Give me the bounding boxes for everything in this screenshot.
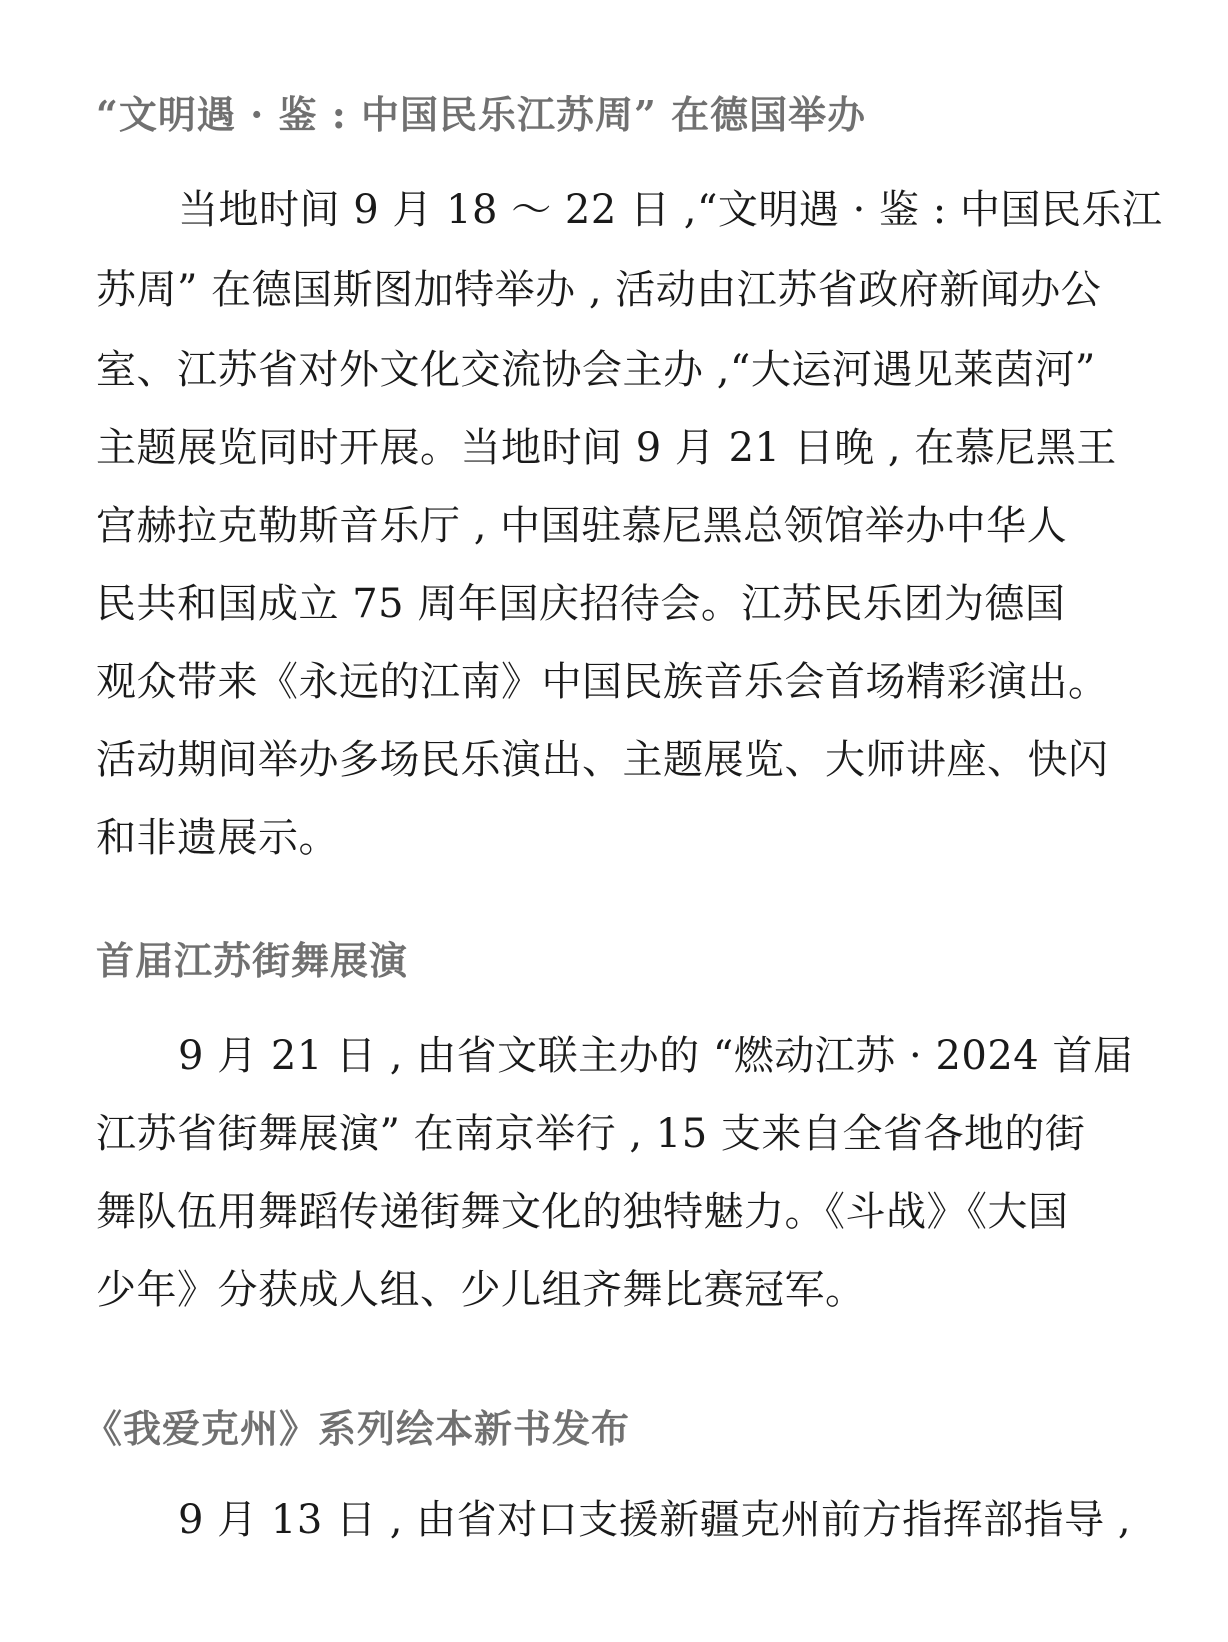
paragraph-line: 9 月 13 日 , 由省对口支援新疆克州前方指挥部指导 , [178, 1497, 1132, 1543]
paragraph-line: 活动期间举办多场民乐演出、主题展览、大师讲座、快闪 [96, 737, 1109, 783]
paragraph-line: 9 月 21 日 , 由省文联主办的 “燃动江苏 · 2024 首届 [178, 1033, 1134, 1079]
paragraph-line: 当地时间 9 月 18 ～ 22 日 ,“文明遇 · 鉴 : 中国民乐江 [178, 187, 1163, 233]
article-heading: 《我爱克州》系列绘本新书发布 [84, 1406, 631, 1451]
paragraph-line: 主题展览同时开展。当地时间 9 月 21 日晚 , 在慕尼黑王 [96, 425, 1117, 471]
paragraph-line: 宫赫拉克勒斯音乐厅 , 中国驻慕尼黑总领馆举办中华人 [96, 503, 1068, 549]
paragraph-line: 和非遗展示。 [96, 815, 339, 861]
paragraph-line: 舞队伍用舞蹈传递街舞文化的独特魅力。《斗战》《大国 [96, 1189, 1069, 1235]
paragraph-line: 观众带来《永远的江南》中国民族音乐会首场精彩演出。 [96, 659, 1109, 705]
paragraph-line: 少年》分获成人组、少儿组齐舞比赛冠军。 [96, 1267, 866, 1313]
paragraph-line: 民共和国成立 75 周年国庆招待会。江苏民乐团为德国 [96, 581, 1066, 627]
article-heading: 首届江苏街舞展演 [96, 938, 409, 983]
paragraph-line: 江苏省街舞展演” 在南京举行 , 15 支来自全省各地的街 [96, 1111, 1086, 1157]
paragraph-line: 苏周” 在德国斯图加特举办 , 活动由江苏省政府新闻办公 [96, 267, 1102, 313]
paragraph-line: 室、江苏省对外文化交流协会主办 ,“大运河遇见莱茵河” [96, 347, 1096, 393]
article-heading: “文明遇 · 鉴 : 中国民乐江苏周” 在德国举办 [96, 92, 867, 137]
